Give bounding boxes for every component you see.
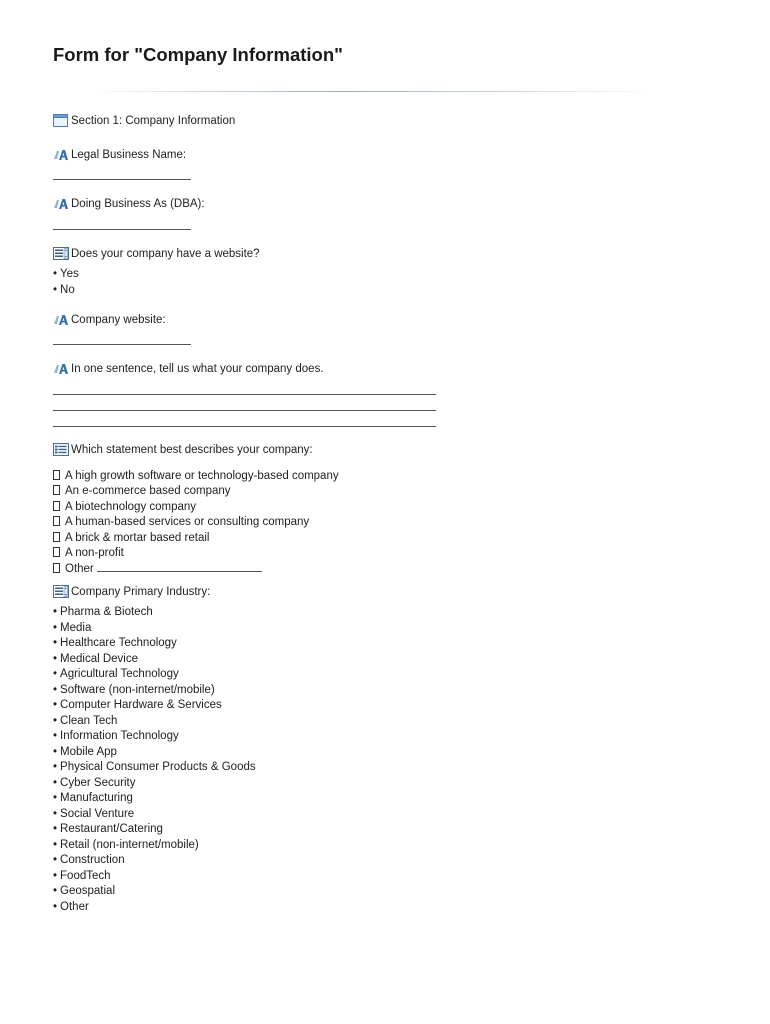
legal-name-question xyxy=(53,148,186,162)
industry-label: Company Primary Industry: xyxy=(71,586,211,598)
industry-item: • Social Venture xyxy=(53,807,134,821)
company-website-label: Company website: xyxy=(71,314,166,326)
industry-item: • Geospatial xyxy=(53,884,115,898)
industry-item: • Information Technology xyxy=(53,729,179,743)
industry-item: • Pharma & Biotech xyxy=(53,605,153,619)
statement-option-label: A biotechnology company xyxy=(65,501,197,513)
industry-item: • Cyber Security xyxy=(53,776,135,790)
statement-option-label: An e-commerce based company xyxy=(65,485,231,497)
checkbox[interactable] xyxy=(53,470,60,480)
industry-item: • Media xyxy=(53,621,91,635)
checkbox[interactable] xyxy=(53,485,60,495)
website-option-yes: • Yes xyxy=(53,267,79,281)
checklist-icon xyxy=(53,443,69,457)
legal-name-label: Legal Business Name: xyxy=(71,149,187,161)
statement-option[interactable] xyxy=(53,469,339,483)
statement-option-label: A non-profit xyxy=(65,547,124,559)
checkbox[interactable] xyxy=(53,547,60,557)
industry-item: • Software (non-internet/mobile) xyxy=(53,683,215,697)
title-divider xyxy=(88,91,658,92)
text-field-icon xyxy=(53,362,69,376)
statement-option[interactable] xyxy=(53,515,309,529)
statement-option[interactable] xyxy=(53,484,231,498)
website-question xyxy=(53,247,260,261)
website-question-label: Does your company have a website? xyxy=(71,248,260,260)
industry-item: • Other xyxy=(53,900,89,914)
description-line-2[interactable] xyxy=(53,410,436,412)
industry-question xyxy=(53,585,210,599)
industry-item: • Computer Hardware & Services xyxy=(53,698,222,712)
industry-item: • Manufacturing xyxy=(53,791,133,805)
statement-option[interactable] xyxy=(53,500,196,514)
checkbox[interactable] xyxy=(53,516,60,526)
description-line-3[interactable] xyxy=(53,426,436,428)
industry-item: • Retail (non-internet/mobile) xyxy=(53,838,199,852)
legal-name-field[interactable] xyxy=(53,179,191,181)
industry-item: • Construction xyxy=(53,853,125,867)
dba-field[interactable] xyxy=(53,229,191,231)
one-sentence-question xyxy=(53,362,324,376)
description-line-1[interactable] xyxy=(53,394,436,396)
one-sentence-label: In one sentence, tell us what your company does. xyxy=(71,363,324,375)
statement-option-label: A high growth software or technology-based company xyxy=(65,470,339,482)
website-option-no: • No xyxy=(53,283,75,297)
statement-option[interactable] xyxy=(53,546,124,560)
industry-item: • Agricultural Technology xyxy=(53,667,179,681)
checkbox[interactable] xyxy=(53,532,60,542)
statement-question xyxy=(53,443,313,457)
dba-question xyxy=(53,197,205,211)
company-website-question xyxy=(53,313,166,327)
industry-item: • FoodTech xyxy=(53,869,111,883)
section-title: Section 1: Company Information xyxy=(71,115,236,127)
text-field-icon xyxy=(53,148,69,162)
company-website-field[interactable] xyxy=(53,344,191,346)
statement-option[interactable] xyxy=(53,531,209,545)
industry-item: • Physical Consumer Products & Goods xyxy=(53,760,256,774)
checkbox[interactable] xyxy=(53,563,60,573)
statement-option-other[interactable] xyxy=(53,562,262,576)
other-blank-field[interactable] xyxy=(97,562,262,572)
section-heading xyxy=(53,114,235,128)
text-field-icon xyxy=(53,313,69,327)
dropdown-list-icon xyxy=(53,585,69,599)
statement-question-label: Which statement best describes your company: xyxy=(71,444,313,456)
industry-item: • Restaurant/Catering xyxy=(53,822,163,836)
page-title: Form for "Company Information" xyxy=(53,44,343,65)
dba-label: Doing Business As (DBA): xyxy=(71,198,205,210)
checkbox[interactable] xyxy=(53,501,60,511)
industry-item: • Healthcare Technology xyxy=(53,636,177,650)
statement-option-label: A brick & mortar based retail xyxy=(65,532,210,544)
statement-option-label: Other xyxy=(65,563,94,575)
industry-item: • Clean Tech xyxy=(53,714,117,728)
industry-item: • Mobile App xyxy=(53,745,117,759)
statement-option-label: A human-based services or consulting company xyxy=(65,516,310,528)
dropdown-list-icon xyxy=(53,247,69,261)
section-icon xyxy=(53,114,69,128)
industry-item: • Medical Device xyxy=(53,652,138,666)
text-field-icon xyxy=(53,197,69,211)
